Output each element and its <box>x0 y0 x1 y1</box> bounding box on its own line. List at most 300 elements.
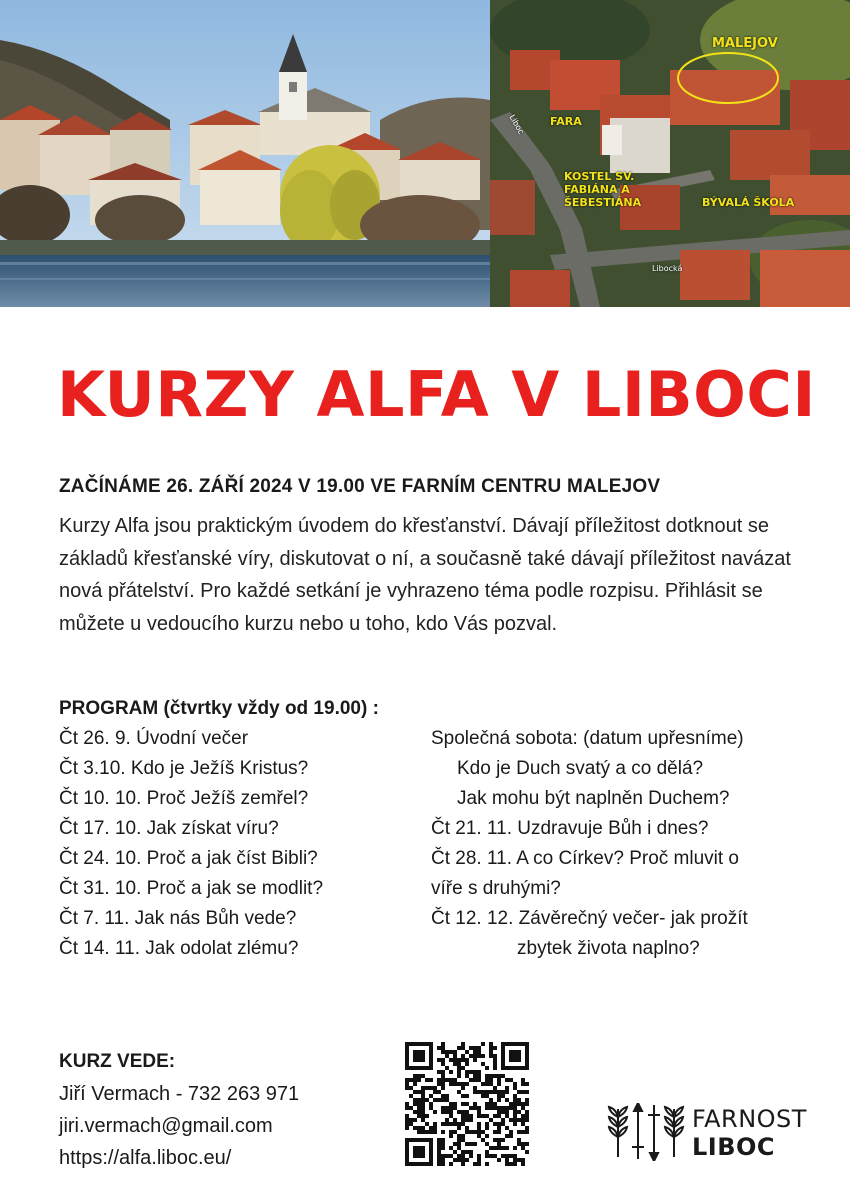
qr-module <box>469 1106 473 1110</box>
qr-module <box>437 1090 441 1094</box>
qr-module <box>497 1094 501 1098</box>
qr-module <box>521 1106 525 1110</box>
qr-module <box>461 1094 465 1098</box>
qr-module <box>477 1110 481 1114</box>
qr-module <box>449 1058 453 1062</box>
qr-module <box>489 1046 493 1050</box>
qr-module <box>405 1078 409 1082</box>
contact-email[interactable]: jiri.vermach@gmail.com <box>59 1115 273 1137</box>
program-item: Čt 7. 11. Jak nás Bůh vede? <box>59 908 297 929</box>
qr-module <box>421 1114 425 1118</box>
aerial-map-image <box>490 0 850 307</box>
qr-finder-inner <box>413 1146 425 1158</box>
qr-module <box>425 1078 429 1082</box>
program-list-left <box>59 724 419 964</box>
qr-module <box>465 1142 469 1146</box>
qr-module <box>517 1110 521 1114</box>
qr-module <box>449 1110 453 1114</box>
contact-heading: KURZ VEDE: <box>59 1051 176 1072</box>
program-section <box>59 694 419 964</box>
qr-module <box>441 1154 445 1158</box>
qr-module <box>433 1086 437 1090</box>
qr-module <box>453 1102 457 1106</box>
qr-module <box>489 1118 493 1122</box>
qr-module <box>485 1066 489 1070</box>
qr-module <box>417 1074 421 1078</box>
qr-module <box>405 1126 409 1130</box>
qr-module <box>497 1130 501 1134</box>
qr-module <box>485 1154 489 1158</box>
qr-module <box>429 1078 433 1082</box>
qr-module <box>505 1098 509 1102</box>
qr-module <box>409 1094 413 1098</box>
qr-module <box>437 1142 441 1146</box>
qr-module <box>477 1070 481 1074</box>
qr-module <box>457 1070 461 1074</box>
qr-module <box>437 1158 441 1162</box>
qr-module <box>509 1078 513 1082</box>
qr-module <box>481 1082 485 1086</box>
qr-module <box>429 1094 433 1098</box>
program-heading: PROGRAM (čtvrtky vždy od 19.00) : <box>59 698 379 719</box>
qr-module <box>473 1078 477 1082</box>
qr-module <box>477 1050 481 1054</box>
qr-module <box>473 1106 477 1110</box>
qr-module <box>497 1158 501 1162</box>
qr-module <box>445 1050 449 1054</box>
qr-module <box>489 1054 493 1058</box>
qr-module <box>465 1114 469 1118</box>
qr-module <box>449 1114 453 1118</box>
qr-module <box>521 1102 525 1106</box>
qr-module <box>513 1082 517 1086</box>
qr-module <box>465 1130 469 1134</box>
qr-module <box>417 1130 421 1134</box>
qr-module <box>453 1130 457 1134</box>
qr-module <box>489 1074 493 1078</box>
qr-module <box>525 1142 529 1146</box>
qr-module <box>457 1062 461 1066</box>
qr-module <box>497 1090 501 1094</box>
qr-module <box>457 1082 461 1086</box>
qr-module <box>461 1054 465 1058</box>
qr-module <box>413 1118 417 1122</box>
qr-module <box>461 1086 465 1090</box>
qr-module <box>445 1078 449 1082</box>
logo-text-farnost: FARNOST <box>692 1105 807 1133</box>
qr-module <box>469 1142 473 1146</box>
qr-module <box>497 1126 501 1130</box>
qr-module <box>473 1130 477 1134</box>
qr-module <box>417 1098 421 1102</box>
qr-module <box>513 1106 517 1110</box>
qr-module <box>501 1074 505 1078</box>
program-item: Čt 24. 10. Proč a jak číst Bibli? <box>59 848 318 869</box>
qr-module <box>517 1158 521 1162</box>
qr-module <box>521 1114 525 1118</box>
qr-module <box>501 1110 505 1114</box>
qr-module <box>473 1054 477 1058</box>
qr-module <box>477 1054 481 1058</box>
qr-module <box>421 1130 425 1134</box>
qr-module <box>477 1122 481 1126</box>
qr-module <box>477 1126 481 1130</box>
qr-module <box>453 1082 457 1086</box>
qr-module <box>441 1086 445 1090</box>
qr-module <box>513 1094 517 1098</box>
qr-module <box>405 1122 409 1126</box>
qr-module <box>449 1050 453 1054</box>
qr-module <box>477 1074 481 1078</box>
qr-module <box>493 1122 497 1126</box>
qr-module <box>513 1086 517 1090</box>
qr-module <box>481 1054 485 1058</box>
qr-module <box>429 1130 433 1134</box>
qr-module <box>489 1042 493 1046</box>
qr-module <box>437 1150 441 1154</box>
qr-module <box>485 1082 489 1086</box>
map-label-road-liboc: Liboc <box>507 113 526 136</box>
qr-module <box>453 1150 457 1154</box>
start-date-line: ZAČÍNÁME 26. ZÁŘÍ 2024 V 19.00 VE FARNÍM CENTRU MALEJOV <box>59 476 661 497</box>
qr-module <box>469 1118 473 1122</box>
qr-module <box>437 1146 441 1150</box>
qr-module <box>429 1106 433 1110</box>
qr-module <box>465 1074 469 1078</box>
qr-module <box>449 1134 453 1138</box>
qr-module <box>421 1106 425 1110</box>
qr-module <box>433 1130 437 1134</box>
page-title: KURZY ALFA V LIBOCI <box>57 358 816 431</box>
qr-module <box>525 1118 529 1122</box>
map-label-malejov: MALEJOV <box>712 36 778 51</box>
qr-module <box>485 1162 489 1166</box>
qr-module <box>473 1058 477 1062</box>
qr-module <box>441 1050 445 1054</box>
qr-module <box>441 1162 445 1166</box>
qr-module <box>493 1102 497 1106</box>
qr-module <box>413 1078 417 1082</box>
qr-module <box>441 1094 445 1098</box>
qr-module <box>525 1082 529 1086</box>
contact-url[interactable]: https://alfa.liboc.eu/ <box>59 1147 232 1169</box>
qr-module <box>513 1146 517 1150</box>
photo-church-lake <box>0 0 490 307</box>
qr-module <box>421 1090 425 1094</box>
qr-module <box>497 1098 501 1102</box>
qr-module <box>461 1138 465 1142</box>
qr-module <box>525 1098 529 1102</box>
qr-module <box>505 1086 509 1090</box>
qr-module <box>501 1118 505 1122</box>
qr-module <box>485 1142 489 1146</box>
qr-module <box>489 1098 493 1102</box>
qr-module <box>445 1054 449 1058</box>
qr-module <box>453 1050 457 1054</box>
qr-module <box>501 1154 505 1158</box>
qr-module <box>441 1122 445 1126</box>
qr-module <box>461 1058 465 1062</box>
qr-module <box>457 1046 461 1050</box>
qr-module <box>473 1046 477 1050</box>
qr-module <box>489 1146 493 1150</box>
qr-module <box>441 1082 445 1086</box>
qr-module <box>405 1086 409 1090</box>
qr-module <box>485 1126 489 1130</box>
qr-module <box>417 1126 421 1130</box>
qr-module <box>473 1074 477 1078</box>
qr-module <box>493 1114 497 1118</box>
parish-logo <box>604 1103 807 1163</box>
qr-module <box>441 1142 445 1146</box>
program-item: Čt 12. 12. Závěrečný večer- jak prožít <box>431 908 748 929</box>
qr-module <box>457 1146 461 1150</box>
qr-module <box>409 1106 413 1110</box>
qr-module <box>477 1134 481 1138</box>
qr-module <box>513 1110 517 1114</box>
qr-module <box>453 1106 457 1110</box>
qr-module <box>441 1158 445 1162</box>
qr-module <box>497 1106 501 1110</box>
qr-module <box>441 1074 445 1078</box>
qr-module <box>445 1066 449 1070</box>
map-label-kostel-line3: ŠEBESTIÁNA <box>564 196 642 209</box>
qr-module <box>445 1098 449 1102</box>
qr-module <box>453 1058 457 1062</box>
program-item: Čt 10. 10. Proč Ježíš zemřel? <box>59 788 309 809</box>
qr-module <box>449 1070 453 1074</box>
qr-module <box>493 1130 497 1134</box>
qr-module <box>485 1078 489 1082</box>
qr-module <box>457 1154 461 1158</box>
qr-module <box>493 1062 497 1066</box>
qr-module <box>517 1118 521 1122</box>
qr-module <box>525 1126 529 1130</box>
qr-module <box>437 1058 441 1062</box>
qr-module <box>493 1074 497 1078</box>
qr-module <box>465 1050 469 1054</box>
qr-module <box>465 1150 469 1154</box>
qr-module <box>497 1138 501 1142</box>
qr-module <box>497 1114 501 1118</box>
map-label-kostel <box>564 170 641 209</box>
qr-module <box>445 1154 449 1158</box>
qr-module <box>485 1074 489 1078</box>
qr-module <box>465 1110 469 1114</box>
qr-module <box>521 1146 525 1150</box>
qr-module <box>437 1046 441 1050</box>
qr-module <box>525 1130 529 1134</box>
qr-module <box>513 1122 517 1126</box>
qr-module <box>509 1106 513 1110</box>
qr-module <box>521 1158 525 1162</box>
qr-module <box>485 1114 489 1118</box>
qr-module <box>409 1078 413 1082</box>
qr-module <box>473 1142 477 1146</box>
qr-module <box>421 1098 425 1102</box>
qr-module <box>441 1046 445 1050</box>
qr-module <box>497 1142 501 1146</box>
photo-aerial-map <box>490 0 850 307</box>
qr-module <box>409 1086 413 1090</box>
qr-module <box>465 1058 469 1062</box>
qr-module <box>469 1130 473 1134</box>
qr-module <box>497 1074 501 1078</box>
qr-module <box>433 1126 437 1130</box>
qr-module <box>493 1146 497 1150</box>
qr-module <box>441 1098 445 1102</box>
qr-module <box>469 1150 473 1154</box>
qr-module <box>437 1078 441 1082</box>
qr-module <box>469 1078 473 1082</box>
qr-module <box>405 1102 409 1106</box>
qr-module <box>421 1126 425 1130</box>
qr-module <box>453 1122 457 1126</box>
qr-module <box>469 1114 473 1118</box>
qr-module <box>481 1130 485 1134</box>
qr-module <box>477 1090 481 1094</box>
qr-module <box>473 1086 477 1090</box>
qr-module <box>521 1162 525 1166</box>
qr-module <box>505 1114 509 1118</box>
qr-module <box>501 1122 505 1126</box>
qr-module <box>425 1130 429 1134</box>
qr-module <box>421 1118 425 1122</box>
qr-module <box>501 1106 505 1110</box>
qr-module <box>457 1142 461 1146</box>
qr-module <box>465 1158 469 1162</box>
qr-module <box>481 1114 485 1118</box>
qr-module <box>509 1118 513 1122</box>
qr-module <box>461 1162 465 1166</box>
qr-module <box>521 1142 525 1146</box>
qr-module <box>421 1086 425 1090</box>
program-item: Čt 31. 10. Proč a jak se modlit? <box>59 878 324 899</box>
qr-module <box>521 1082 525 1086</box>
qr-module <box>465 1094 469 1098</box>
qr-module <box>477 1078 481 1082</box>
qr-module <box>473 1162 477 1166</box>
qr-module <box>413 1102 417 1106</box>
qr-module <box>417 1078 421 1082</box>
qr-module <box>501 1146 505 1150</box>
qr-module <box>441 1042 445 1046</box>
qr-module <box>457 1066 461 1070</box>
qr-module <box>521 1122 525 1126</box>
qr-module <box>509 1154 513 1158</box>
qr-module <box>465 1062 469 1066</box>
qr-module <box>501 1090 505 1094</box>
qr-module <box>429 1126 433 1130</box>
qr-module <box>449 1102 453 1106</box>
qr-module <box>481 1042 485 1046</box>
qr-module <box>465 1070 469 1074</box>
qr-module <box>413 1082 417 1086</box>
qr-module <box>497 1110 501 1114</box>
qr-module <box>505 1134 509 1138</box>
qr-module <box>425 1086 429 1090</box>
qr-module <box>441 1070 445 1074</box>
qr-module <box>489 1082 493 1086</box>
qr-module <box>485 1102 489 1106</box>
qr-module <box>453 1078 457 1082</box>
qr-module <box>485 1094 489 1098</box>
qr-module <box>441 1110 445 1114</box>
qr-module <box>477 1114 481 1118</box>
qr-module <box>421 1102 425 1106</box>
qr-module <box>449 1162 453 1166</box>
qr-module <box>513 1162 517 1166</box>
qr-module <box>513 1098 517 1102</box>
qr-module <box>457 1058 461 1062</box>
qr-module <box>525 1150 529 1154</box>
qr-module <box>505 1106 509 1110</box>
qr-module <box>469 1046 473 1050</box>
qr-module <box>477 1046 481 1050</box>
program-saturday-topic: Kdo je Duch svatý a co dělá? <box>457 758 704 779</box>
qr-module <box>517 1138 521 1142</box>
qr-module <box>517 1102 521 1106</box>
qr-module <box>425 1122 429 1126</box>
qr-module <box>489 1050 493 1054</box>
qr-module <box>489 1106 493 1110</box>
qr-module <box>461 1114 465 1118</box>
qr-module <box>409 1118 413 1122</box>
qr-module <box>525 1102 529 1106</box>
map-label-fara: FARA <box>550 115 582 128</box>
qr-module <box>437 1070 441 1074</box>
qr-module <box>505 1162 509 1166</box>
qr-module <box>413 1090 417 1094</box>
qr-module <box>517 1130 521 1134</box>
qr-module <box>425 1098 429 1102</box>
qr-module <box>429 1102 433 1106</box>
map-label-kostel-line2: FABIÁNA A <box>564 183 630 196</box>
qr-module <box>453 1158 457 1162</box>
qr-module <box>469 1070 473 1074</box>
qr-module <box>521 1130 525 1134</box>
qr-module <box>509 1102 513 1106</box>
qr-module <box>413 1074 417 1078</box>
qr-module <box>405 1106 409 1110</box>
program-item: Čt 3.10. Kdo je Ježíš Kristus? <box>59 758 309 779</box>
qr-module <box>417 1090 421 1094</box>
qr-module <box>449 1122 453 1126</box>
qr-module <box>461 1046 465 1050</box>
qr-finder-inner <box>413 1050 425 1062</box>
qr-module <box>457 1122 461 1126</box>
church-lake-image <box>0 0 490 307</box>
qr-module <box>493 1046 497 1050</box>
qr-module <box>437 1082 441 1086</box>
program-item-continued: víře s druhými? <box>431 878 561 899</box>
qr-module <box>497 1146 501 1150</box>
qr-module <box>409 1122 413 1126</box>
qr-module <box>457 1158 461 1162</box>
qr-module <box>473 1050 477 1054</box>
qr-module <box>441 1078 445 1082</box>
qr-module <box>489 1154 493 1158</box>
qr-code-image <box>405 1042 529 1166</box>
qr-code <box>405 1042 529 1166</box>
qr-module <box>441 1058 445 1062</box>
qr-module <box>461 1042 465 1046</box>
qr-module <box>509 1130 513 1134</box>
qr-module <box>477 1130 481 1134</box>
qr-module <box>437 1154 441 1158</box>
qr-module <box>485 1122 489 1126</box>
program-item: Čt 21. 11. Uzdravuje Bůh i dnes? <box>431 818 709 839</box>
